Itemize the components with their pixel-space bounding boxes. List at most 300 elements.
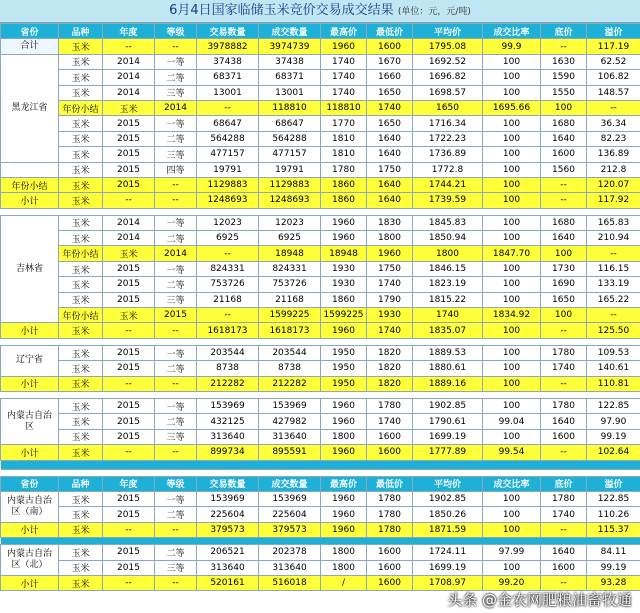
table-cell: 212282 — [259, 376, 321, 391]
table-cell: 1960 — [321, 522, 367, 537]
table-cell: 100 — [483, 215, 541, 230]
table-cell: 122.85 — [587, 398, 640, 413]
table-cell: 153969 — [197, 398, 259, 413]
table-row — [1, 445, 640, 460]
table-cell: 100 — [483, 345, 541, 360]
table-cell: 玉米 — [59, 545, 103, 560]
table-cell: 2015 — [103, 545, 155, 560]
row-separator — [1, 338, 640, 345]
table-cell: 1740 — [367, 414, 413, 429]
table-cell: 1835.07 — [413, 323, 483, 338]
table-row — [1, 522, 640, 537]
table-row — [1, 560, 640, 575]
table-cell: 1820 — [367, 376, 413, 391]
table-cell: 100 — [483, 193, 541, 208]
table-cell: 1696.82 — [413, 70, 483, 85]
table-cell: 100 — [483, 162, 541, 177]
table-cell: 1600 — [367, 575, 413, 590]
table-cell: 753726 — [197, 277, 259, 292]
table-cell: -- — [541, 575, 587, 590]
table-cell: 1889.53 — [413, 345, 483, 360]
table-cell: 97.99 — [483, 545, 541, 560]
table-cell: 1847.70 — [483, 246, 541, 261]
table-row — [1, 162, 640, 177]
table-cell: 564288 — [197, 131, 259, 146]
province-cell: 吉林省 — [1, 215, 59, 323]
watermark: 头条 @金农网肥粮油畜牧通 — [447, 591, 632, 609]
table-cell: 100 — [541, 246, 587, 261]
table-row — [1, 85, 640, 100]
table-cell: -- — [155, 445, 197, 460]
table-row — [1, 414, 640, 429]
table-cell: 6925 — [259, 231, 321, 246]
table-cell: -- — [587, 308, 640, 323]
table-cell: 100 — [483, 85, 541, 100]
table-cell: 玉米 — [59, 560, 103, 575]
table-cell: 玉米 — [59, 162, 103, 177]
table-cell: 年份小结 — [59, 308, 103, 323]
column-header: 溢价 — [587, 24, 640, 39]
table-cell: 212.8 — [587, 162, 640, 177]
table-cell: 68371 — [259, 70, 321, 85]
table-cell: 2015 — [103, 177, 155, 192]
table-cell: -- — [155, 376, 197, 391]
table-row — [1, 361, 640, 376]
table-cell: -- — [155, 177, 197, 192]
table-cell: 1248693 — [197, 193, 259, 208]
province-cell: 黑龙江省 — [1, 54, 59, 162]
table-cell: 1640 — [541, 131, 587, 146]
table-cell: 125.50 — [587, 323, 640, 338]
table-cell: 82.23 — [587, 131, 640, 146]
table-cell: 1780 — [321, 162, 367, 177]
table-cell: 100 — [483, 70, 541, 85]
table-cell: 12023 — [197, 215, 259, 230]
table-cell: 1960 — [367, 246, 413, 261]
row-separator — [1, 391, 640, 398]
table-cell: 1630 — [541, 54, 587, 69]
table-cell: 2015 — [155, 308, 197, 323]
table-cell: 1960 — [321, 414, 367, 429]
results-table — [0, 23, 640, 591]
table-row — [1, 246, 640, 261]
table-cell: 玉米 — [59, 177, 103, 192]
table-cell: 1780 — [541, 345, 587, 360]
table-cell: 753726 — [259, 277, 321, 292]
table-cell: 100 — [483, 323, 541, 338]
table-cell: 玉米 — [59, 39, 103, 54]
table-cell: 年份小结 — [1, 177, 59, 192]
table-cell: 165.22 — [587, 292, 640, 307]
table-row — [1, 39, 640, 54]
table-cell: 1690 — [541, 277, 587, 292]
table-cell: -- — [197, 100, 259, 115]
column-header: 年度 — [103, 24, 155, 39]
table-cell: -- — [155, 575, 197, 590]
table-cell: 36.34 — [587, 116, 640, 131]
table-cell: 1680 — [541, 215, 587, 230]
table-cell: 109.53 — [587, 345, 640, 360]
table-cell: 二等 — [155, 231, 197, 246]
table-cell: 99.19 — [587, 560, 640, 575]
row-separator — [1, 208, 640, 215]
table-cell: 1730 — [541, 261, 587, 276]
unit-label: (单位：元，元/吨) — [397, 7, 471, 17]
table-cell: 1716.34 — [413, 116, 483, 131]
table-cell: 427982 — [259, 414, 321, 429]
table-cell: 165.83 — [587, 215, 640, 230]
repeat-header-row — [1, 476, 640, 491]
table-cell: 三等 — [155, 429, 197, 444]
table-cell: 19791 — [259, 162, 321, 177]
table-cell: 1790 — [367, 292, 413, 307]
table-row — [1, 391, 640, 398]
table-cell: 年份小结 — [59, 100, 103, 115]
table-cell: 玉米 — [59, 522, 103, 537]
table-cell: 1800 — [321, 560, 367, 575]
table-cell: 玉米 — [59, 575, 103, 590]
table-cell: -- — [541, 323, 587, 338]
table-cell: 一等 — [155, 54, 197, 69]
table-cell: 玉米 — [59, 445, 103, 460]
table-cell: -- — [541, 445, 587, 460]
table-cell: 117.92 — [587, 193, 640, 208]
table-row — [1, 100, 640, 115]
table-cell: 313640 — [259, 429, 321, 444]
table-cell: -- — [103, 575, 155, 590]
table-cell: 二等 — [155, 70, 197, 85]
table-row — [1, 231, 640, 246]
table-row — [1, 469, 640, 476]
table-row — [1, 208, 640, 215]
table-cell: 1860 — [321, 177, 367, 192]
table-cell: 玉米 — [59, 215, 103, 230]
table-cell: 1960 — [321, 507, 367, 522]
table-cell: 13001 — [259, 85, 321, 100]
table-cell: 62.52 — [587, 54, 640, 69]
table-cell: 2014 — [103, 215, 155, 230]
table-cell: 203544 — [259, 345, 321, 360]
table-cell: 1599225 — [259, 308, 321, 323]
table-cell: 1736.89 — [413, 147, 483, 162]
table-cell: 1815.22 — [413, 292, 483, 307]
row-separator — [1, 538, 640, 545]
table-cell: 玉米 — [103, 100, 155, 115]
table-cell: 2015 — [103, 560, 155, 575]
table-cell: 3974739 — [259, 39, 321, 54]
table-cell: -- — [155, 39, 197, 54]
table-cell: 1680 — [541, 116, 587, 131]
table-cell: 202378 — [259, 545, 321, 560]
table-cell: 1960 — [321, 323, 367, 338]
table-cell — [1, 162, 59, 177]
table-cell: 玉米 — [59, 376, 103, 391]
table-cell: 玉米 — [59, 323, 103, 338]
table-cell: 1960 — [321, 491, 367, 506]
table-cell: 1777.89 — [413, 445, 483, 460]
table-cell: 2014 — [103, 70, 155, 85]
table-cell: -- — [541, 177, 587, 192]
table-cell: 824331 — [259, 261, 321, 276]
table-cell: 100 — [483, 261, 541, 276]
table-cell: 1740 — [367, 323, 413, 338]
table-cell: 120.07 — [587, 177, 640, 192]
table-cell: 1129883 — [259, 177, 321, 192]
table-cell: 100 — [483, 361, 541, 376]
table-cell: 516018 — [259, 575, 321, 590]
table-cell: 1810 — [321, 147, 367, 162]
table-row — [1, 193, 640, 208]
table-cell: 68647 — [197, 116, 259, 131]
table-cell: 203544 — [197, 345, 259, 360]
table-cell: 564288 — [259, 131, 321, 146]
table-cell: 100 — [483, 131, 541, 146]
table-cell: 37438 — [197, 54, 259, 69]
table-cell: 小计 — [1, 522, 59, 537]
table-cell: 2015 — [103, 277, 155, 292]
column-header: 平均价 — [413, 476, 483, 491]
table-cell: 1708.97 — [413, 575, 483, 590]
table-cell: 1960 — [321, 445, 367, 460]
table-cell: 1780 — [541, 398, 587, 413]
table-cell: 玉米 — [59, 345, 103, 360]
table-row — [1, 545, 640, 560]
table-cell: 1722.23 — [413, 131, 483, 146]
table-cell: 2014 — [103, 54, 155, 69]
table-cell: 1600 — [541, 147, 587, 162]
table-cell: 2015 — [103, 398, 155, 413]
table-cell: 1600 — [541, 429, 587, 444]
table-body — [1, 39, 640, 591]
table-cell: 1600 — [367, 545, 413, 560]
table-cell: 1695.66 — [483, 100, 541, 115]
table-cell: 100 — [483, 429, 541, 444]
table-row — [1, 215, 640, 230]
table-cell: 1780 — [367, 522, 413, 537]
table-cell: 2014 — [103, 85, 155, 100]
table-cell: 1600 — [367, 560, 413, 575]
table-cell: 1640 — [541, 414, 587, 429]
table-cell: 一等 — [155, 116, 197, 131]
table-cell: 824331 — [197, 261, 259, 276]
table-cell: 100 — [483, 507, 541, 522]
table-cell: 玉米 — [59, 414, 103, 429]
table-cell: 1650 — [541, 292, 587, 307]
table-cell: 一等 — [155, 215, 197, 230]
table-cell: 二等 — [155, 361, 197, 376]
column-header: 最高价 — [321, 24, 367, 39]
table-cell: -- — [197, 246, 259, 261]
table-cell: 100 — [483, 292, 541, 307]
table-cell: 玉米 — [59, 277, 103, 292]
table-cell: 1846.15 — [413, 261, 483, 276]
table-row — [1, 54, 640, 69]
column-header: 等级 — [155, 476, 197, 491]
table-cell: 1845.83 — [413, 215, 483, 230]
table-cell: 玉米 — [59, 116, 103, 131]
column-header: 年度 — [103, 476, 155, 491]
table-cell: 1618173 — [197, 323, 259, 338]
table-cell: 379573 — [259, 522, 321, 537]
table-cell: 899734 — [197, 445, 259, 460]
table-cell: 玉米 — [59, 193, 103, 208]
table-cell: 1823.19 — [413, 277, 483, 292]
table-row — [1, 147, 640, 162]
column-header: 最高价 — [321, 476, 367, 491]
column-header: 成交数量 — [259, 476, 321, 491]
table-cell: 年份小结 — [59, 246, 103, 261]
table-cell: 1770 — [321, 116, 367, 131]
table-row — [1, 323, 640, 338]
table-cell: 1740 — [541, 361, 587, 376]
table-cell: 2015 — [103, 345, 155, 360]
table-cell: 2014 — [155, 100, 197, 115]
table-cell: 1670 — [367, 54, 413, 69]
table-cell: 1600 — [367, 39, 413, 54]
table-cell: 153969 — [259, 491, 321, 506]
table-cell: 三等 — [155, 292, 197, 307]
table-cell: 379573 — [197, 522, 259, 537]
header-row — [1, 24, 640, 39]
table-cell: 1129883 — [197, 177, 259, 192]
table-cell: 1795.08 — [413, 39, 483, 54]
table-cell: 1930 — [321, 277, 367, 292]
table-cell: -- — [587, 100, 640, 115]
table-cell: 21168 — [197, 292, 259, 307]
table-cell: 玉米 — [59, 398, 103, 413]
table-row — [1, 177, 640, 192]
table-cell: 1960 — [321, 231, 367, 246]
table-cell: 二等 — [155, 545, 197, 560]
table-cell: 1699.19 — [413, 429, 483, 444]
table-cell: 1880.61 — [413, 361, 483, 376]
table-cell: 三等 — [155, 147, 197, 162]
table-cell: 玉米 — [59, 491, 103, 506]
table-cell: 1740 — [367, 277, 413, 292]
table-cell: 1772.8 — [413, 162, 483, 177]
table-cell: 1750 — [367, 261, 413, 276]
table-cell: 1744.21 — [413, 177, 483, 192]
table-cell: 13001 — [197, 85, 259, 100]
table-cell: 一等 — [155, 398, 197, 413]
table-cell: 1740 — [413, 308, 483, 323]
table-cell: 2015 — [103, 361, 155, 376]
table-row — [1, 308, 640, 323]
table-cell: 1800 — [367, 231, 413, 246]
table-cell: 100 — [483, 231, 541, 246]
table-cell: 1650 — [367, 85, 413, 100]
table-cell: 3978882 — [197, 39, 259, 54]
table-cell: 一等 — [155, 261, 197, 276]
table-row — [1, 398, 640, 413]
table-cell: 1780 — [367, 491, 413, 506]
table-cell: -- — [103, 193, 155, 208]
table-row — [1, 338, 640, 345]
table-cell: 477157 — [259, 147, 321, 162]
table-cell: 1640 — [367, 193, 413, 208]
table-cell: 206521 — [197, 545, 259, 560]
row-separator — [1, 460, 640, 469]
table-cell: 1960 — [321, 215, 367, 230]
table-cell: 100 — [483, 560, 541, 575]
table-cell: 1950 — [321, 345, 367, 360]
table-cell: -- — [197, 308, 259, 323]
table-cell: 2015 — [103, 116, 155, 131]
table-cell: -- — [587, 246, 640, 261]
table-row — [1, 491, 640, 506]
table-cell: 1930 — [321, 261, 367, 276]
table-cell: 1871.59 — [413, 522, 483, 537]
table-cell: 136.89 — [587, 147, 640, 162]
table-cell: 18948 — [321, 246, 367, 261]
table-cell: 313640 — [259, 560, 321, 575]
table-cell: 1950 — [321, 376, 367, 391]
table-cell: 1960 — [321, 398, 367, 413]
table-cell: 8738 — [259, 361, 321, 376]
table-cell: 100 — [483, 277, 541, 292]
table-cell: 小计 — [1, 193, 59, 208]
table-cell: 小计 — [1, 575, 59, 590]
table-cell: 18948 — [259, 246, 321, 261]
table-cell: 520161 — [197, 575, 259, 590]
table-cell: 1800 — [413, 246, 483, 261]
table-row — [1, 277, 640, 292]
table-cell: 432125 — [197, 414, 259, 429]
table-cell: 二等 — [155, 131, 197, 146]
table-cell: 1780 — [541, 491, 587, 506]
table-cell: / — [321, 575, 367, 590]
table-cell: 118810 — [321, 100, 367, 115]
table-cell: 玉米 — [59, 54, 103, 69]
table-row — [1, 261, 640, 276]
table-cell: 一等 — [155, 345, 197, 360]
table-cell: 1834.92 — [483, 308, 541, 323]
province-cell: 内蒙古自治区（北） — [1, 545, 59, 576]
table-cell: 153969 — [259, 398, 321, 413]
table-cell: 2015 — [103, 429, 155, 444]
table-cell: 1820 — [367, 361, 413, 376]
table-cell: 313640 — [197, 429, 259, 444]
table-row — [1, 460, 640, 469]
table-row — [1, 345, 640, 360]
table-cell: 1820 — [367, 345, 413, 360]
table-cell: 二等 — [155, 277, 197, 292]
table-cell: 1930 — [367, 308, 413, 323]
table-cell: 1790.61 — [413, 414, 483, 429]
table-cell: 玉米 — [59, 147, 103, 162]
table-cell: -- — [541, 193, 587, 208]
table-cell: 二等 — [155, 507, 197, 522]
table-cell: 225604 — [259, 507, 321, 522]
table-row — [1, 376, 640, 391]
table-cell: -- — [541, 376, 587, 391]
table-cell: 2015 — [103, 162, 155, 177]
table-cell: 1740 — [541, 507, 587, 522]
table-cell: 1248693 — [259, 193, 321, 208]
column-header: 底价 — [541, 476, 587, 491]
table-cell: 1750 — [367, 162, 413, 177]
table-cell: 212282 — [197, 376, 259, 391]
table-cell: -- — [155, 522, 197, 537]
table-cell: 小计 — [1, 376, 59, 391]
column-header: 底价 — [541, 24, 587, 39]
table-cell: 玉米 — [59, 70, 103, 85]
table-cell: 2015 — [103, 292, 155, 307]
table-cell: 玉米 — [59, 261, 103, 276]
column-header: 成交比率 — [483, 476, 541, 491]
table-cell: 1699.19 — [413, 560, 483, 575]
table-cell: 100 — [483, 376, 541, 391]
